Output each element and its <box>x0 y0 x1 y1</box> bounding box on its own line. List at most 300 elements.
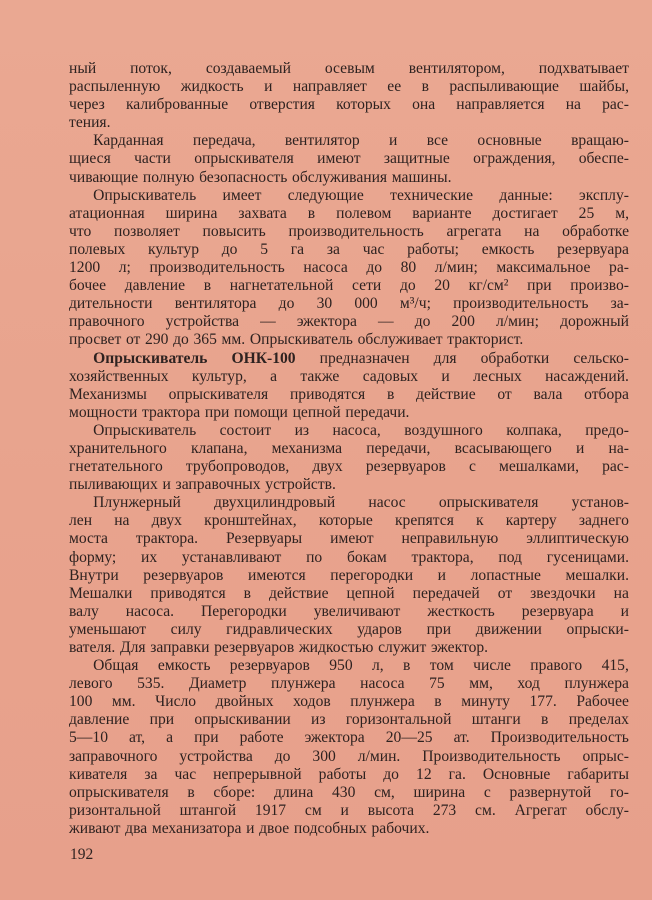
word: до <box>278 295 295 313</box>
word: 12 <box>416 765 432 783</box>
word: ризонтальной <box>69 801 161 819</box>
word: захвата <box>238 204 287 222</box>
word: к <box>476 512 484 530</box>
word: эллиптическую <box>526 530 629 548</box>
text-line <box>69 458 629 476</box>
word: ее <box>387 78 402 96</box>
word: до <box>221 240 238 258</box>
word: всасывающего <box>454 439 552 457</box>
word: также <box>300 367 340 385</box>
word: и <box>162 476 171 494</box>
word: до <box>173 331 189 349</box>
word: эжектора <box>296 313 357 331</box>
word: вентилятором, <box>408 60 505 77</box>
word: работе <box>239 729 284 747</box>
word: уменьшают <box>69 620 147 638</box>
text-line <box>69 331 629 349</box>
word: повысить <box>202 222 266 240</box>
word: и <box>340 801 349 819</box>
word: на- <box>608 439 629 457</box>
word: что <box>69 222 92 240</box>
text-line <box>69 802 629 820</box>
word: форму; <box>69 548 117 566</box>
word: мм. <box>221 331 246 349</box>
word: при <box>527 277 552 295</box>
word: 20—25 <box>385 729 433 747</box>
word: м, <box>615 204 629 222</box>
word: насаждений. <box>545 367 629 385</box>
word: на <box>565 96 581 114</box>
word: высота <box>367 801 414 819</box>
word: два <box>125 819 148 837</box>
word: двухцилиндровый <box>213 494 336 512</box>
text-line <box>69 187 629 205</box>
word: левого <box>69 675 113 693</box>
word: устройства <box>165 313 240 331</box>
word: направляется <box>456 96 545 114</box>
word: длина <box>273 783 314 801</box>
word: гусеницами. <box>546 548 629 566</box>
word: до <box>414 313 431 331</box>
word: защитные <box>383 150 450 168</box>
word: пыливающих <box>69 476 158 494</box>
word: эжектора <box>304 729 365 747</box>
word: — <box>378 313 394 331</box>
word: по <box>306 548 323 566</box>
word: 290 <box>145 331 169 349</box>
word: передачей <box>412 584 480 602</box>
word: мм. <box>111 693 136 711</box>
text-line <box>69 639 629 657</box>
word: атационная <box>69 204 145 222</box>
word: ат, <box>129 729 146 747</box>
word: 000 <box>354 295 378 313</box>
word: ат. <box>453 729 470 747</box>
text-line <box>69 422 629 440</box>
word: рабочих. <box>371 819 430 837</box>
text-line <box>69 512 629 530</box>
word: двойных <box>215 693 274 711</box>
word: приводятся <box>150 584 226 602</box>
word: в <box>403 657 411 675</box>
text-line <box>69 748 629 766</box>
word: из <box>294 421 310 439</box>
word: за- <box>610 295 629 313</box>
word: рас- <box>602 96 629 114</box>
word: при <box>204 403 230 421</box>
word: под <box>498 548 522 566</box>
word: за <box>326 240 340 258</box>
text-line <box>69 530 629 548</box>
word: л/мин; <box>434 259 478 277</box>
word: в <box>434 693 442 711</box>
word: Плунжерный <box>93 494 181 512</box>
word: лен <box>69 512 93 530</box>
word: приводятся <box>289 385 366 403</box>
word: из <box>311 711 326 729</box>
text-line <box>69 603 629 621</box>
word: произво- <box>570 277 629 295</box>
word: от <box>497 385 512 403</box>
word: ограждения, <box>473 150 556 168</box>
word: состоит <box>219 421 272 439</box>
text-line <box>69 404 629 422</box>
word: силу <box>170 620 202 638</box>
word: в <box>307 204 316 222</box>
word: щиеся <box>69 150 111 168</box>
word: культур <box>148 240 199 258</box>
word: в <box>421 78 429 96</box>
word: двух <box>312 458 343 476</box>
word: — <box>260 313 276 331</box>
text-line <box>69 711 629 729</box>
word: Агрегат <box>514 801 567 819</box>
word: см <box>304 801 322 819</box>
word: до <box>366 259 383 277</box>
word: трактора <box>141 403 201 421</box>
word: насоса. <box>125 602 175 620</box>
word: плунжера <box>271 675 336 693</box>
word: поток, <box>130 60 172 77</box>
word: Перегородки <box>201 602 287 620</box>
word: заправочного <box>69 747 158 765</box>
word: жидкостью <box>298 639 374 656</box>
word: непрерывной <box>213 765 302 783</box>
word: моста <box>69 530 108 548</box>
word: крепятся <box>394 512 454 530</box>
text-line <box>69 784 629 802</box>
word: опрыскивателя <box>438 494 539 512</box>
body-text <box>69 60 629 838</box>
word: мешалками, <box>498 458 579 476</box>
text-line <box>69 223 629 241</box>
word: через <box>69 96 105 114</box>
word: насос <box>368 494 406 512</box>
text-line <box>69 132 629 150</box>
word: л/мин; <box>495 313 539 331</box>
text-line <box>69 386 629 404</box>
word: Общая <box>93 657 139 675</box>
word: и <box>441 367 450 385</box>
word: установ- <box>571 494 629 512</box>
word: имеет <box>222 186 262 204</box>
text-line <box>69 476 629 494</box>
word: их <box>140 548 158 566</box>
word: на <box>114 512 130 530</box>
word: кивателя <box>69 765 128 783</box>
word: га <box>290 240 305 258</box>
text-line <box>69 368 629 386</box>
word: распыливающие <box>449 78 559 96</box>
word: 273 <box>432 801 457 819</box>
word: цепной <box>292 403 341 421</box>
word: предо- <box>585 421 629 439</box>
word: бочее <box>69 277 107 295</box>
word: механизатора <box>151 819 242 837</box>
word: живают <box>69 819 121 837</box>
word: передачи, <box>366 439 431 457</box>
word: резервуаров <box>143 566 224 584</box>
word: резервуара <box>557 240 629 258</box>
text-line <box>69 440 629 458</box>
word: 20 <box>434 277 450 295</box>
word: она <box>412 96 436 114</box>
text-line <box>69 259 629 277</box>
text-line <box>69 241 629 259</box>
word: опрыскивателя <box>194 150 294 168</box>
word: цепной <box>346 584 395 602</box>
word: рас- <box>602 458 629 476</box>
word: резервуара <box>521 602 594 620</box>
word: работы; <box>407 240 460 258</box>
word: производительность <box>149 259 285 277</box>
word: Опрыскиватель <box>93 349 208 367</box>
word: развернутой <box>509 783 592 801</box>
word: осевым <box>324 60 375 77</box>
word: шайбы, <box>579 78 629 96</box>
word: имеются <box>247 566 306 584</box>
word: производительность <box>453 295 589 313</box>
word: и <box>575 439 585 457</box>
word: 25 <box>578 204 595 222</box>
word: с <box>468 458 476 476</box>
word: валу <box>69 602 99 620</box>
word: пределах <box>568 711 629 729</box>
word: давление <box>124 277 186 295</box>
word: двух <box>151 512 182 530</box>
word: эжектор. <box>430 639 489 656</box>
word: насоса, <box>332 421 381 439</box>
word: и <box>437 566 447 584</box>
word: Диаметр <box>188 675 247 693</box>
word: максимальное <box>496 259 591 277</box>
text-line <box>69 657 629 675</box>
word: опрыскивателя <box>69 783 169 801</box>
word: 80 <box>400 259 417 277</box>
word: Мешалки <box>69 584 133 602</box>
word: штанги <box>471 711 521 729</box>
word: направляет <box>292 78 367 96</box>
word: полевых <box>69 240 126 258</box>
word: при <box>149 711 175 729</box>
word: час <box>362 240 385 258</box>
word: звездочки <box>530 584 596 602</box>
word: полевом <box>336 204 392 222</box>
word: дорожный <box>560 313 629 331</box>
word: при <box>194 729 219 747</box>
text-line <box>69 567 629 585</box>
word: вентилятор <box>284 132 360 150</box>
word: в <box>187 783 195 801</box>
text-line <box>69 277 629 295</box>
text-line <box>69 621 629 639</box>
word: ОНК-100 <box>231 349 296 367</box>
word: устанавливают <box>181 548 282 566</box>
word: с <box>483 783 491 801</box>
word: в <box>243 584 251 602</box>
word: в <box>386 385 395 403</box>
word: обеспе- <box>578 150 629 168</box>
word: минуту <box>461 693 510 711</box>
text-line <box>69 313 629 331</box>
word: см, <box>374 783 395 801</box>
word: гидравлических <box>226 620 333 638</box>
word: тракторист. <box>447 331 524 349</box>
word: жидкость <box>180 78 244 96</box>
word: дительности <box>69 295 153 313</box>
word: вала <box>533 385 563 403</box>
word: работы <box>318 765 367 783</box>
word: до <box>399 277 416 295</box>
word: для <box>433 349 457 367</box>
word: 200 <box>451 313 475 331</box>
word: и <box>389 132 398 150</box>
word: следующие <box>287 186 364 204</box>
word: до <box>274 747 291 765</box>
word: Механизмы <box>69 385 147 403</box>
word: все <box>426 132 449 150</box>
word: Резервуары <box>226 530 303 548</box>
word: Рабочее <box>576 693 629 711</box>
text-line <box>69 766 629 784</box>
word: устройства <box>179 747 253 765</box>
word: которые <box>318 512 373 530</box>
word: ра- <box>609 259 629 277</box>
word: обработке <box>562 222 629 240</box>
text-line <box>69 494 629 512</box>
word: емкость <box>481 240 535 258</box>
word: гнетательного <box>69 458 163 476</box>
word: безопасность <box>199 168 288 186</box>
word: имеют <box>317 150 361 168</box>
word: числе <box>473 657 511 675</box>
word: неправильную <box>401 530 499 548</box>
text-line <box>69 150 629 168</box>
word: производительность <box>288 222 424 240</box>
word: насоса <box>360 675 405 693</box>
word: резервуаров <box>229 657 310 675</box>
word: 1917 <box>254 801 287 819</box>
word: 30 <box>316 295 333 313</box>
word: 177. <box>529 693 557 711</box>
word: нагнетательной <box>229 277 334 295</box>
word: отверстия <box>249 96 315 114</box>
word: чивающие <box>69 168 139 186</box>
word: ширина <box>413 783 466 801</box>
text-line <box>69 114 629 132</box>
word: 75 <box>429 675 445 693</box>
word: картеру <box>505 512 557 530</box>
word: правочного <box>69 313 145 331</box>
word: л/мин. <box>357 747 401 765</box>
text-line <box>69 820 629 838</box>
word: которых <box>336 96 391 114</box>
word: устройств. <box>265 476 336 494</box>
word: вентилятора <box>174 295 257 313</box>
text-line <box>69 169 629 187</box>
text-line <box>69 205 629 223</box>
word: заправки <box>150 639 210 656</box>
word: 365 <box>193 331 217 349</box>
word: л; <box>118 259 131 277</box>
word: мм, <box>469 675 493 693</box>
word: час <box>174 765 197 783</box>
word: бокам <box>346 548 387 566</box>
word: основные <box>477 132 542 150</box>
word: 1200 <box>69 259 101 277</box>
word: лопастные <box>470 566 541 584</box>
word: 430 <box>331 783 356 801</box>
word: сельско- <box>573 349 629 367</box>
word: агрегата <box>446 222 502 240</box>
word: передачи. <box>345 403 410 421</box>
word: действие <box>268 584 329 602</box>
word: отбора <box>584 385 629 403</box>
word: кг/см² <box>468 277 509 295</box>
word: колпака, <box>506 421 562 439</box>
word: вращаю- <box>571 132 629 150</box>
word: служит <box>378 639 427 656</box>
word: а <box>270 367 278 385</box>
word: распыленную <box>69 78 161 96</box>
word: от <box>125 331 141 349</box>
word: части <box>134 150 171 168</box>
word: Число <box>155 693 197 711</box>
word: мешалки. <box>565 566 629 584</box>
word: емкость <box>157 657 211 675</box>
word: и <box>620 602 629 620</box>
word: при <box>426 620 452 638</box>
word: от <box>497 584 513 602</box>
word: увеличивают <box>313 602 401 620</box>
text-line <box>69 585 629 603</box>
word: ходов <box>293 693 331 711</box>
word: подсобных <box>293 819 367 837</box>
text-line <box>69 549 629 567</box>
word: калиброванные <box>125 96 229 114</box>
word: просвет <box>69 331 122 349</box>
word: позволяет <box>113 222 180 240</box>
word: Для <box>119 639 146 656</box>
word: 950 <box>329 657 353 675</box>
word: тения. <box>69 114 111 132</box>
word: га. <box>448 765 466 783</box>
word: ный <box>69 60 97 77</box>
word: обслу- <box>585 801 629 819</box>
word: резервуаров <box>214 639 295 656</box>
word: в <box>203 277 212 295</box>
word: двое <box>259 819 290 837</box>
word: 415, <box>601 657 629 675</box>
word: заправочных <box>175 476 261 494</box>
word: подхватывает <box>538 60 629 77</box>
word: машины. <box>391 168 452 186</box>
word: за <box>144 765 158 783</box>
word: правого <box>530 657 583 675</box>
text-line <box>69 693 629 711</box>
word: Опрыскиватель <box>249 331 353 349</box>
word: габариты <box>567 765 629 783</box>
word: трактора. <box>135 530 199 548</box>
word: 300 <box>312 747 336 765</box>
word: Опрыскиватель <box>93 186 197 204</box>
word: и <box>246 819 255 837</box>
word: обслуживания <box>292 168 388 186</box>
word: 5 <box>260 240 269 258</box>
text-line <box>69 729 629 747</box>
word: плунжера <box>350 693 415 711</box>
word: предназначен <box>319 349 410 367</box>
